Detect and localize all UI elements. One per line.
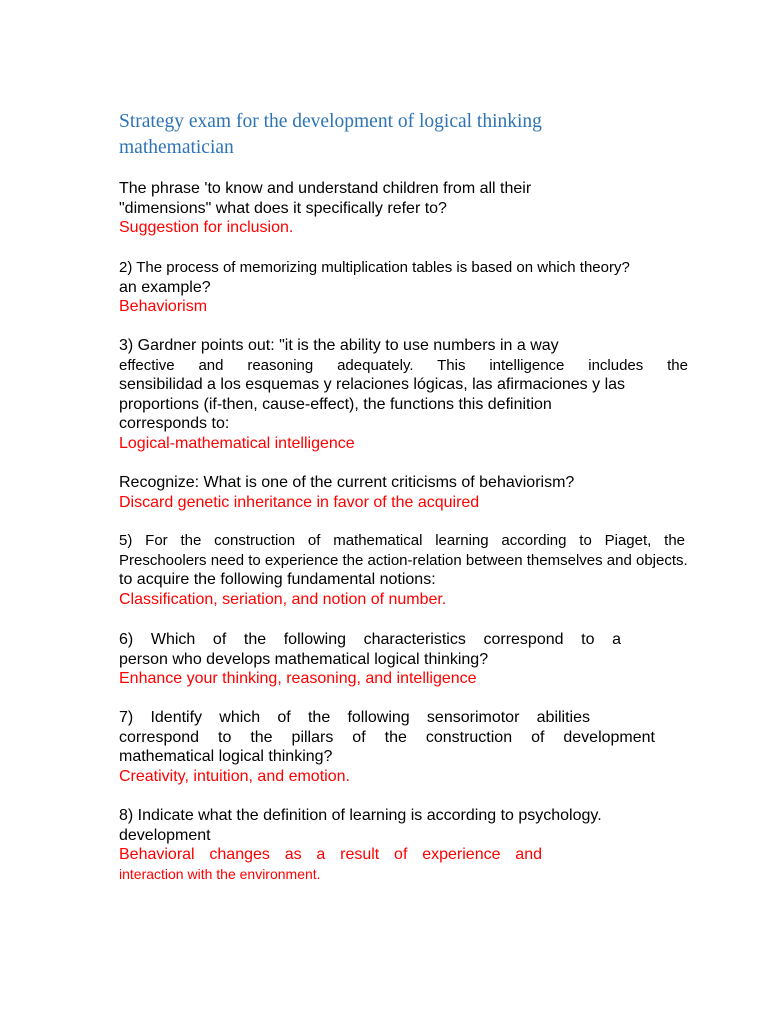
answer-line: Logical-mathematical intelligence bbox=[119, 434, 355, 452]
question-line: The phrase 'to know and understand children from all their bbox=[119, 180, 532, 197]
question-line: 3) Gardner points out: "it is the ability to use numbers in a way bbox=[119, 337, 559, 354]
question-line: Preschoolers need to experience the action-relation between themselves and objects. bbox=[119, 551, 688, 569]
answer-line: Suggestion for inclusion. bbox=[119, 219, 294, 236]
question-line: sensibilidad a los esquemas y relaciones lógicas, las afirmaciones y las bbox=[119, 376, 626, 393]
title-line: Strategy exam for the development of logical thinking bbox=[119, 111, 542, 132]
question-line: an example? bbox=[119, 278, 211, 296]
qa-item-1 bbox=[119, 179, 734, 238]
qa-item-3 bbox=[119, 336, 688, 453]
question-line: person who develops mathematical logical thinking? bbox=[119, 650, 489, 668]
question-line: 5) For the construction of mathematical learning according to Piaget, the bbox=[119, 532, 685, 549]
qa-item-5 bbox=[119, 531, 688, 609]
question-line: effective and reasoning adequately. This intelligence includes the bbox=[119, 356, 688, 374]
qa-item-8 bbox=[119, 806, 659, 884]
question-line: 7) Identify which of the following sensorimotor abilities bbox=[119, 709, 590, 726]
qa-item-7 bbox=[119, 708, 655, 786]
question-line: 6) Which of the following characteristics correspond to a bbox=[119, 631, 621, 648]
answer-line: Behavioral changes as a result of experience and bbox=[119, 846, 542, 863]
answer-line: Discard genetic inheritance in favor of the acquired bbox=[119, 493, 480, 511]
answer-line: interaction with the environment. bbox=[119, 865, 321, 882]
question-line: correspond to the pillars of the construction of development bbox=[119, 728, 655, 746]
question-line: to acquire the following fundamental notions: bbox=[119, 571, 436, 588]
document-title bbox=[119, 109, 639, 161]
question-line: 8) Indicate what the definition of learning is according to psychology. bbox=[119, 807, 602, 824]
question-line: "dimensions" what does it specifically refer to? bbox=[119, 199, 447, 217]
answer-line: Creativity, intuition, and emotion. bbox=[119, 767, 350, 785]
title-line: mathematician bbox=[119, 137, 234, 158]
question-line: proportions (if-then, cause-effect), the functions this definition bbox=[119, 395, 552, 413]
qa-item-4 bbox=[119, 473, 734, 512]
answer-line: Behaviorism bbox=[119, 298, 208, 315]
answer-line: Classification, seriation, and notion of number. bbox=[119, 590, 447, 608]
question-line: mathematical logical thinking? bbox=[119, 748, 333, 765]
qa-item-6 bbox=[119, 630, 621, 689]
question-line: development bbox=[119, 826, 211, 844]
question-line: Recognize: What is one of the current criticisms of behaviorism? bbox=[119, 474, 575, 491]
answer-line: Enhance your thinking, reasoning, and intelligence bbox=[119, 670, 477, 687]
question-line: 2) The process of memorizing multiplication tables is based on which theory? bbox=[119, 259, 630, 276]
qa-item-2 bbox=[119, 258, 734, 317]
question-line: corresponds to: bbox=[119, 415, 230, 432]
